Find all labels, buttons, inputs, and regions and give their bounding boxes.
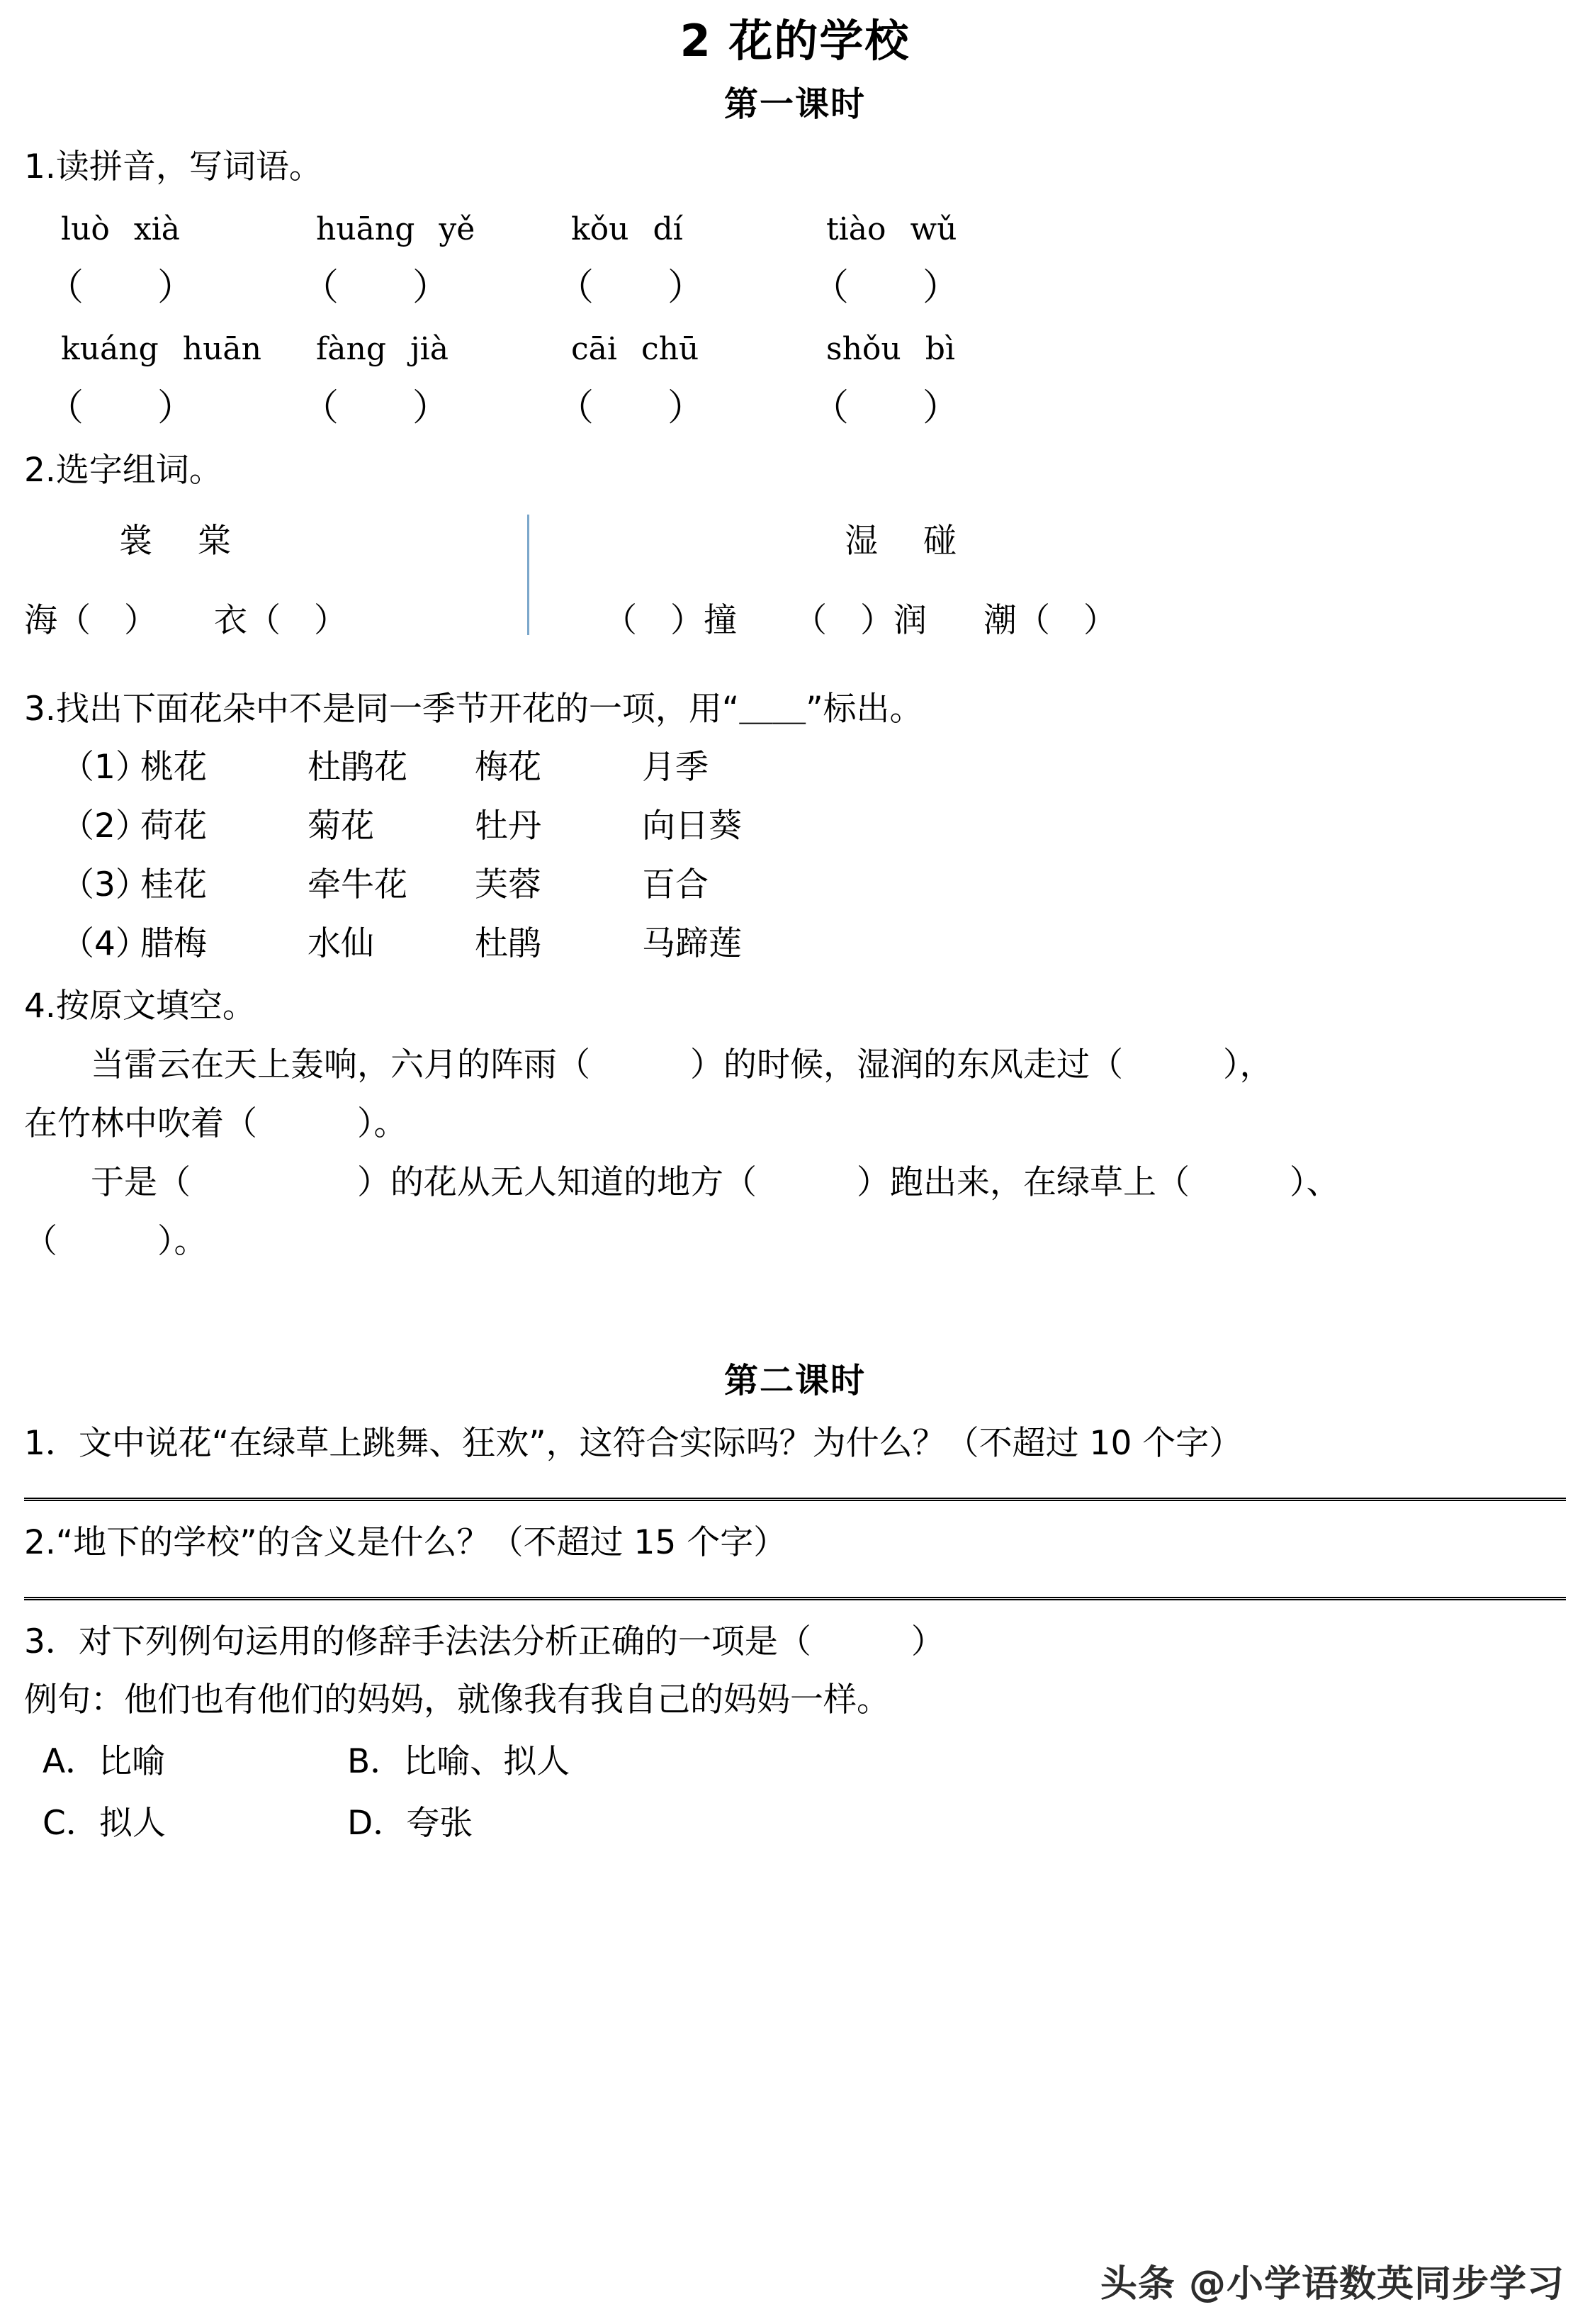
choice-blank[interactable]: 海（ ） (24, 600, 157, 640)
pinyin-syllable: bì (925, 331, 955, 368)
choice-blank[interactable]: （ ）撞 (604, 600, 737, 640)
pinyin-syllable: fàng (316, 331, 387, 368)
option-number: （2） (61, 807, 149, 846)
choice-character: 碰 (923, 521, 957, 561)
pinyin-cell (826, 210, 1081, 247)
pinyin-syllable: wǔ (910, 210, 957, 247)
flower-option[interactable]: 杜鹃 (475, 924, 541, 963)
session-two-question-3[interactable]: 3．对下列例句运用的修辞手法法分析正确的一项是（ ） (24, 1622, 945, 1661)
pinyin-row-1 (61, 210, 1590, 247)
flower-option[interactable]: 百合 (642, 865, 709, 904)
choice-blanks-left (24, 601, 347, 641)
answer-line[interactable] (24, 1597, 1566, 1600)
pinyin-syllable: chū (641, 331, 699, 368)
option-number: （4） (61, 924, 149, 963)
pinyin-cell (826, 332, 1081, 366)
flower-option[interactable]: 桂花 (140, 865, 207, 904)
flower-option[interactable]: 芙蓉 (475, 865, 541, 904)
choice-a[interactable]: A．比喻 (43, 1742, 166, 1782)
multiple-choice-row (43, 1741, 1590, 1783)
choice-d[interactable]: D．夸张 (347, 1804, 473, 1843)
choice-character: 棠 (198, 521, 231, 561)
choice-blanks-right (604, 601, 1117, 641)
flower-option[interactable]: 水仙 (308, 924, 374, 963)
flower-option-row[interactable] (61, 747, 1590, 789)
answer-blank[interactable]: （ ） (47, 266, 195, 310)
pinyin-syllable: dí (653, 210, 683, 247)
pinyin-syllable: yě (439, 210, 475, 247)
option-number: （3） (61, 865, 149, 904)
flower-option[interactable]: 梅花 (475, 748, 541, 787)
answer-blank[interactable]: （ ） (302, 386, 450, 430)
choice-blank[interactable]: 衣（ ） (214, 600, 347, 640)
answer-blank-row-1 (47, 268, 1590, 308)
fill-blank-paragraph-1-line-1[interactable]: 当雷云在天上轰响，六月的阵雨（ ）的时候，湿润的东风走过（ ）， (91, 1045, 1273, 1085)
flower-option[interactable]: 荷花 (140, 807, 207, 846)
pinyin-cell (316, 210, 571, 247)
flower-option-row[interactable] (61, 865, 1590, 906)
flower-option[interactable]: 腊梅 (140, 924, 207, 963)
exercise-2-body (0, 505, 1590, 668)
answer-blank[interactable]: （ ） (812, 266, 960, 310)
choice-blank[interactable]: （ ）润 (794, 600, 927, 640)
pinyin-syllable: xià (133, 210, 181, 247)
answer-blank-row-2 (47, 388, 1590, 429)
example-sentence: 例句：他们也有他们的妈妈，就像我有我自己的妈妈一样。 (24, 1680, 890, 1720)
worksheet-page (0, 16, 1590, 2324)
session-two-heading: 第二课时 (723, 1361, 866, 1401)
choice-characters-left (119, 522, 231, 561)
watermark: 头条 @小学语数英同步学习 (1100, 2263, 1564, 2306)
pinyin-syllable: huāng (316, 210, 415, 247)
answer-blank[interactable]: （ ） (557, 266, 705, 310)
pinyin-cell (316, 332, 571, 366)
pinyin-syllable: kǒu (571, 210, 629, 247)
answer-blank[interactable]: （ ） (302, 266, 450, 310)
choice-c[interactable]: C．拟人 (43, 1804, 166, 1843)
pinyin-syllable: jià (410, 331, 449, 368)
flower-option-row[interactable] (61, 806, 1590, 848)
pinyin-cell (571, 332, 826, 366)
page-title: 2 花的学校 (680, 15, 910, 67)
exercise-2-prompt: 2.选字组词。 (24, 450, 222, 490)
session-two-question-1: 1．文中说花“在绿草上跳舞、狂欢”，这符合实际吗？为什么？（不超过 10 个字） (24, 1424, 1243, 1464)
pinyin-syllable: cāi (571, 331, 617, 368)
pinyin-syllable: kuáng (61, 331, 159, 368)
column-divider (527, 515, 529, 635)
pinyin-row-2 (61, 332, 1590, 366)
choice-characters-right (845, 522, 957, 561)
fill-blank-paragraph-2-line-1[interactable]: 于是（ ）的花从无人知道的地方（ ）跑出来，在绿草上（ ）、 (91, 1163, 1340, 1203)
pinyin-syllable: luò (61, 210, 110, 247)
pinyin-cell (61, 210, 316, 247)
pinyin-cell (571, 210, 826, 247)
flower-option[interactable]: 月季 (642, 748, 709, 787)
answer-line[interactable] (24, 1498, 1566, 1501)
flower-option[interactable]: 菊花 (308, 807, 374, 846)
exercise-1-prompt: 1.读拼音，写词语。 (24, 147, 322, 186)
choice-b[interactable]: B．比喻、拟人 (347, 1742, 570, 1782)
exercise-4-prompt: 4.按原文填空。 (24, 987, 256, 1026)
pinyin-cell (61, 332, 316, 366)
flower-option-row[interactable] (61, 924, 1590, 965)
answer-blank[interactable]: （ ） (47, 386, 195, 430)
section-spacer (0, 1263, 1590, 1348)
flower-option[interactable]: 杜鹃花 (308, 748, 407, 787)
pinyin-syllable: huān (182, 331, 261, 368)
exercise-3-prompt: 3.找出下面花朵中不是同一季节开花的一项，用“＿＿”标出。 (24, 689, 923, 729)
choice-character: 湿 (845, 521, 878, 561)
answer-blank[interactable]: （ ） (812, 386, 960, 430)
session-one-heading: 第一课时 (723, 84, 866, 125)
pinyin-syllable: shǒu (826, 331, 901, 368)
fill-blank-paragraph-1-line-2[interactable]: 在竹林中吹着（ ）。 (24, 1104, 407, 1144)
choice-blank[interactable]: 潮（ ） (983, 600, 1117, 640)
answer-blank[interactable]: （ ） (557, 386, 705, 430)
flower-option[interactable]: 牡丹 (475, 807, 541, 846)
flower-option[interactable]: 牵牛花 (308, 865, 407, 904)
flower-option[interactable]: 马蹄莲 (642, 924, 742, 963)
multiple-choice-row (43, 1803, 1590, 1845)
fill-blank-paragraph-2-line-2[interactable]: （ ）。 (24, 1222, 208, 1262)
pinyin-syllable: tiào (826, 210, 886, 247)
session-two-question-2: 2.“地下的学校”的含义是什么？（不超过 15 个字） (24, 1522, 787, 1562)
flower-option[interactable]: 向日葵 (642, 807, 742, 846)
choice-character: 裳 (119, 521, 152, 561)
option-number: （1） (61, 748, 149, 787)
flower-option[interactable]: 桃花 (140, 748, 207, 787)
